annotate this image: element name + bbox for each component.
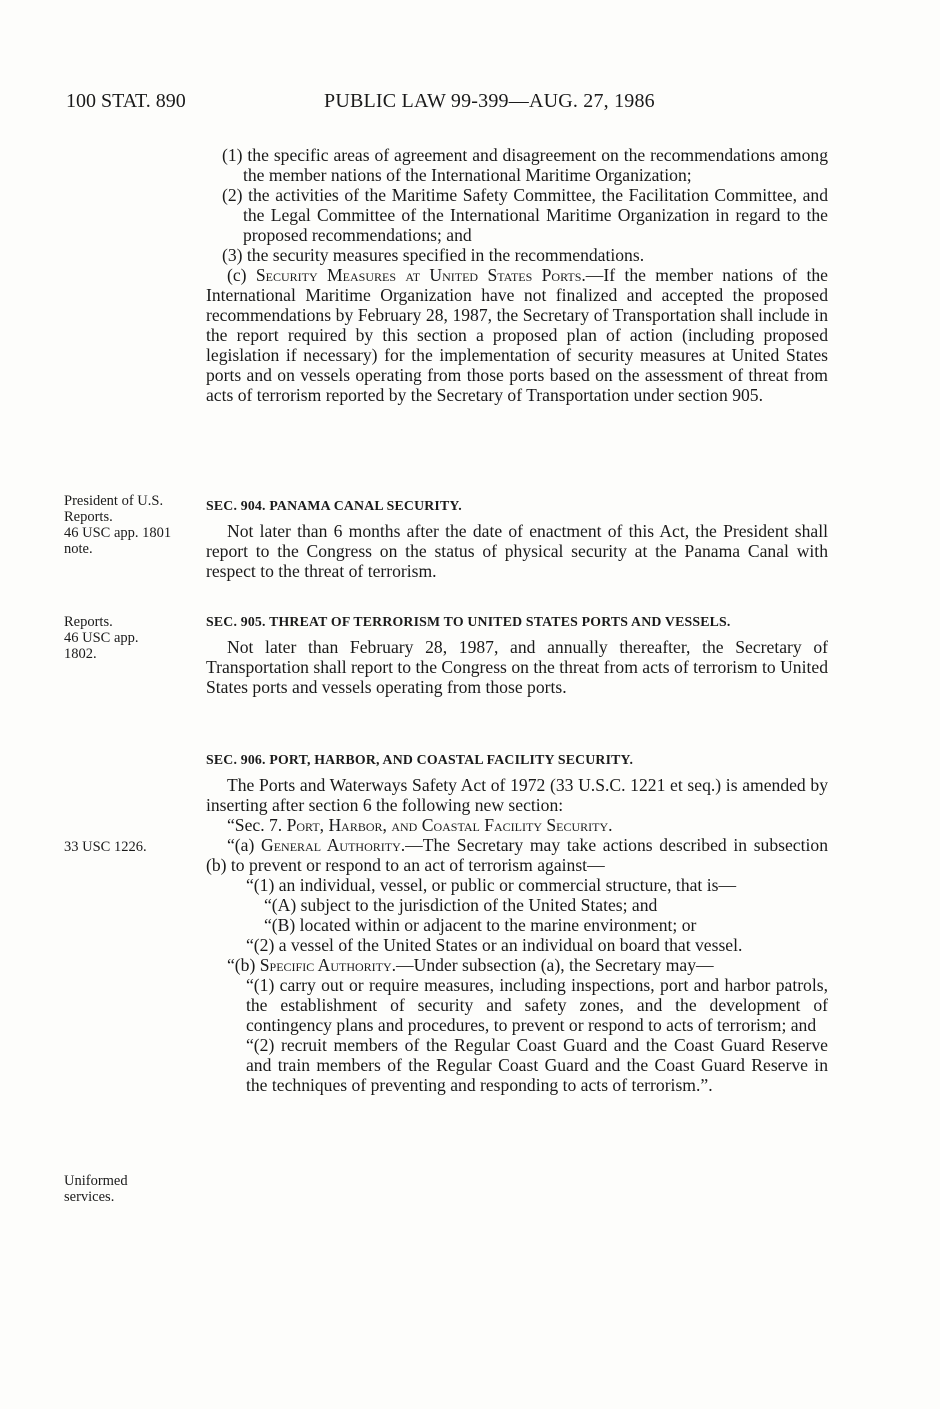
paragraph-1: (1) the specific areas of agreement and disagreement on the recommendations among the member nations of the International Maritime Organization; bbox=[222, 145, 828, 185]
margin-note-uniformed: Uniformed services. bbox=[64, 1173, 128, 1205]
section-904 bbox=[206, 496, 828, 581]
margin-note-reports: Reports. 46 USC app. 1802. bbox=[64, 614, 139, 662]
section-906 bbox=[206, 750, 828, 1095]
section-906-text: The Ports and Waterways Safety Act of 1972 (33 U.S.C. 1221 et seq.) is amended by inserting after section 6 the following new section: bbox=[206, 775, 828, 815]
section-905-heading: SEC. 905. THREAT OF TERRORISM TO UNITED STATES PORTS AND VESSELS. bbox=[206, 614, 731, 629]
paragraph-7b2: “(2) recruit members of the Regular Coast Guard and the Coast Guard Reserve and train members of the Regular Coast Guard and the Coast Guard Reserve in the techniques of preventing and responding to acts of terrorism.”. bbox=[246, 1035, 828, 1095]
public-law-title: PUBLIC LAW 99-399—AUG. 27, 1986 bbox=[324, 90, 655, 112]
subsection-7a: “(a) General Authority.—The Secretary may take actions described in subsection (b) to prevent or respond to an act of terrorism against— bbox=[206, 835, 828, 875]
paragraph-7a2: “(2) a vessel of the United States or an individual on board that vessel. bbox=[246, 935, 743, 955]
subparagraph-7aA: “(A) subject to the jurisdiction of the United States; and bbox=[264, 895, 658, 915]
section-905 bbox=[206, 612, 828, 697]
margin-note-president: President of U.S. Reports. 46 USC app. 1801 note. bbox=[64, 493, 172, 557]
section-905-text: Not later than February 28, 1987, and annually thereafter, the Secretary of Transportation shall report to the Congress on the threat from acts of terrorism to United States ports and vessels operating from those ports. bbox=[206, 637, 828, 697]
page-header bbox=[66, 90, 828, 120]
continued-subsection-b bbox=[206, 145, 828, 405]
subsection-7b: “(b) Specific Authority.—Under subsection (a), the Secretary may— bbox=[227, 955, 714, 975]
subparagraph-7aB: “(B) located within or adjacent to the marine environment; or bbox=[264, 915, 697, 935]
section-906-heading: SEC. 906. PORT, HARBOR, AND COASTAL FACILITY SECURITY. bbox=[206, 752, 634, 767]
section-904-heading: SEC. 904. PANAMA CANAL SECURITY. bbox=[206, 498, 462, 513]
paragraph-7b1: “(1) carry out or require measures, including inspections, port and harbor patrols, the establishment of security and safety zones, and the development of contingency plans and procedures, to prevent or respond to acts of terrorism; and bbox=[246, 975, 828, 1035]
subsection-c: (c) Security Measures at United States Ports.—If the member nations of the International Maritime Organization have not finalized and accepted the proposed recommendations by February 28, 1987, the Secretary of Transportation shall include in the report required by this section a proposed plan of action (including proposed legislation if necessary) for the implementation of security measures at United States ports and on vessels operating from those ports based on the assessment of threat from acts of terrorism reported by the Secretary of Transportation under section 905. bbox=[206, 265, 828, 405]
paragraph-7a1: “(1) an individual, vessel, or public or commercial structure, that is— bbox=[246, 875, 737, 895]
new-section-7-heading: “Sec. 7. Port, Harbor, and Coastal Facility Security. bbox=[227, 815, 613, 835]
paragraph-3: (3) the security measures specified in the recommendations. bbox=[222, 245, 645, 265]
section-904-text: Not later than 6 months after the date of enactment of this Act, the President shall report to the Congress on the status of physical security at the Panama Canal with respect to the threat of terrorism. bbox=[206, 521, 828, 581]
stat-page-number: 100 STAT. 890 bbox=[66, 90, 186, 112]
paragraph-2: (2) the activities of the Maritime Safety Committee, the Facilitation Committee, and the Legal Committee of the International Maritime Organization in regard to the proposed recommendations; and bbox=[222, 185, 828, 245]
margin-note-33-usc: 33 USC 1226. bbox=[64, 839, 147, 855]
